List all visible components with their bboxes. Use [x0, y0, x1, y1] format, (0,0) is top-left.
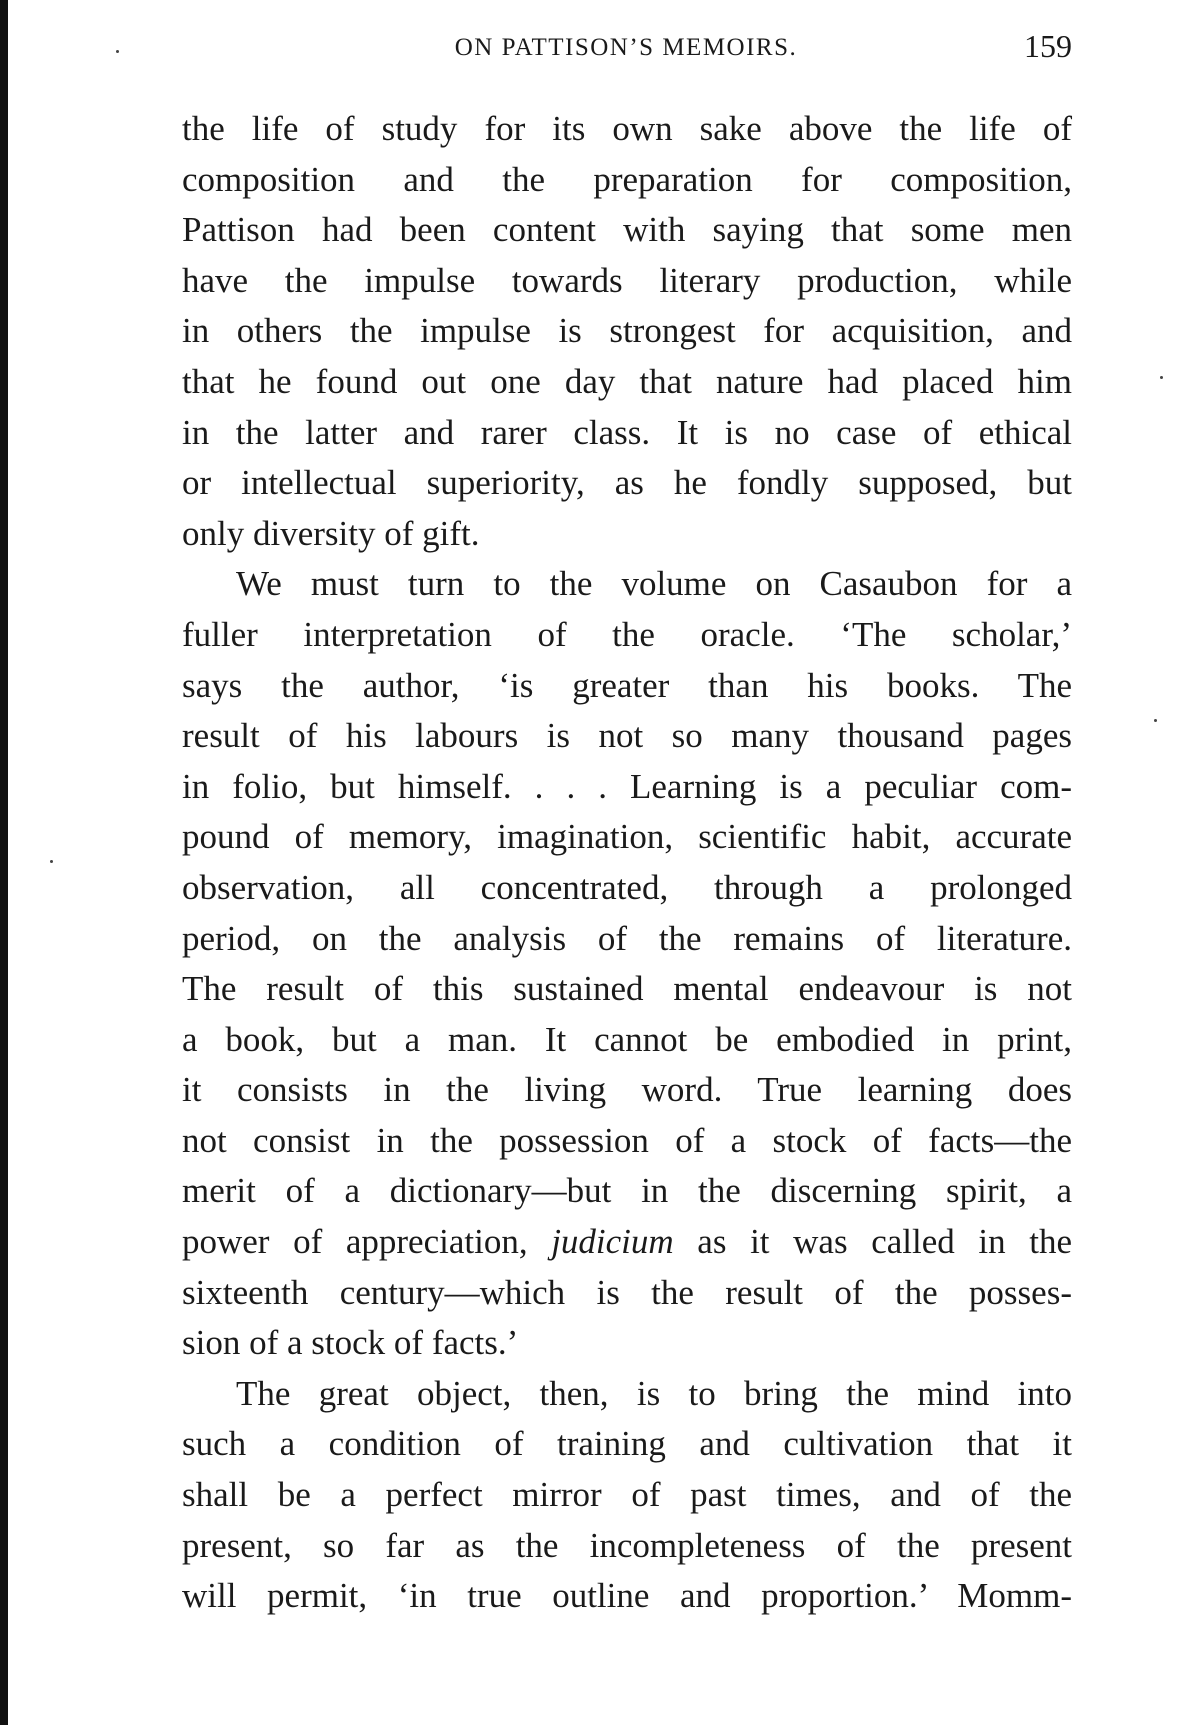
- text-line: result of his labours is not so many thousand pages: [182, 716, 1072, 756]
- text-line: fuller interpretation of the oracle. ‘The scholar,’: [182, 614, 1072, 654]
- text-line: the life of study for its own sake above the life of: [182, 109, 1072, 148]
- text-line: a book, but a man. It cannot be embodied in print,: [182, 1019, 1072, 1059]
- text-line: merit of a dictionary—but in the discerning spirit, a: [182, 1171, 1072, 1211]
- page-number: 159: [1024, 28, 1072, 64]
- text-line: Pattison had been content with saying that some men: [182, 210, 1072, 250]
- paragraph: [182, 559, 1072, 1369]
- scan-speck: [1160, 376, 1163, 379]
- page-header: [180, 28, 1072, 72]
- text-line: pound of memory, imagination, scientific habit, accurate: [182, 817, 1072, 857]
- text-line: will permit, ‘in true outline and proportion.’ Momm-: [182, 1576, 1072, 1616]
- text-line: such a condition of training and cultivation that it: [182, 1424, 1072, 1464]
- text-line: shall be a perfect mirror of past times, and of the: [182, 1475, 1072, 1515]
- text-line: observation, all concentrated, through a prolonged: [182, 867, 1072, 907]
- text-run: power of appreciation,: [182, 1222, 552, 1262]
- text-line: says the author, ‘is greater than his books. The: [182, 665, 1072, 705]
- scan-speck: [116, 50, 119, 53]
- text-line: only diversity of gift.: [182, 513, 480, 553]
- text-line: period, on the analysis of the remains of literature.: [182, 918, 1072, 958]
- text-line: have the impulse towards literary production, while: [182, 260, 1072, 300]
- text-run: as it was called in the: [673, 1222, 1072, 1262]
- text-line: or intellectual superiority, as he fondly supposed, but: [182, 463, 1072, 503]
- text-line: in others the impulse is strongest for acquisition, and: [182, 311, 1072, 351]
- text-line-with-italic: [182, 1217, 1072, 1268]
- text-line: We must turn to the volume on Casaubon for a: [236, 564, 1072, 604]
- scan-speck: [50, 860, 53, 863]
- running-title: ON PATTISON’S MEMOIRS.: [454, 34, 798, 61]
- text-line: sion of a stock of facts.’: [182, 1323, 519, 1363]
- binding-edge: [0, 0, 8, 1725]
- text-line: in folio, but himself. . . . Learning is a peculiar com-: [182, 766, 1072, 806]
- text-line: sixteenth century—which is the result of the posses-: [182, 1272, 1072, 1312]
- paragraph: [182, 104, 1072, 559]
- body-text: [182, 104, 1072, 1622]
- text-line: present, so far as the incompleteness of the present: [182, 1525, 1072, 1565]
- text-line: The great object, then, is to bring the mind into: [236, 1373, 1072, 1413]
- text-line: composition and the preparation for composition,: [182, 159, 1072, 199]
- text-line: in the latter and rarer class. It is no case of ethical: [182, 412, 1072, 452]
- scan-speck: [1154, 719, 1157, 722]
- text-line: not consist in the possession of a stock of facts—the: [182, 1120, 1072, 1160]
- text-line: it consists in the living word. True learning does: [182, 1070, 1072, 1110]
- paragraph: [182, 1369, 1072, 1622]
- text-line: that he found out one day that nature had placed him: [182, 361, 1072, 401]
- italic-term: judicium: [551, 1222, 674, 1262]
- text-line: The result of this sustained mental endeavour is not: [182, 969, 1072, 1009]
